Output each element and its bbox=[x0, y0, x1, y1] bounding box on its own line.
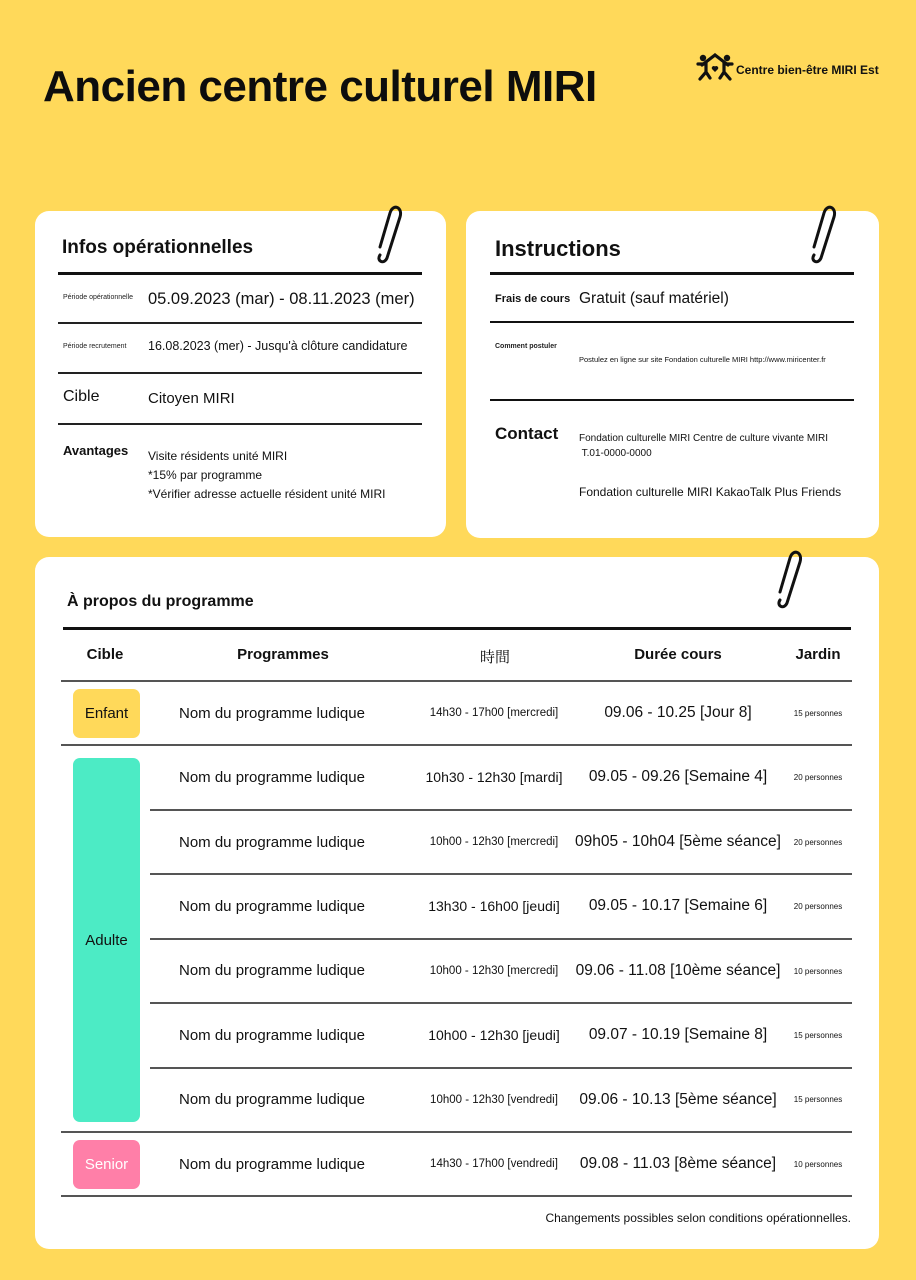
paperclip-icon bbox=[772, 548, 806, 610]
how-to-apply-value[interactable]: Postulez en ligne sur site Fondation culturelle MIRI http://www.miricenter.fr bbox=[579, 355, 826, 364]
title-divider bbox=[490, 272, 854, 275]
program-time: 10h30 - 12h30 [mardi] bbox=[425, 769, 563, 785]
program-duration: 09.06 - 10.25 [Jour 8] bbox=[604, 704, 752, 721]
operating-period-value: 05.09.2023 (mar) - 08.11.2023 (mer) bbox=[148, 290, 415, 308]
benefits-line-3: *Vérifier adresse actuelle résident unité MIRI bbox=[148, 487, 386, 501]
contact-label: Contact bbox=[495, 424, 559, 443]
paperclip-icon bbox=[806, 203, 840, 265]
program-name[interactable]: Nom du programme ludique bbox=[179, 1091, 365, 1108]
recruitment-period-value: 16.08.2023 (mer) - Jusqu'à clôture candidature bbox=[148, 339, 408, 353]
row-divider bbox=[150, 1002, 852, 1004]
title-divider bbox=[63, 627, 851, 630]
col-header-duration: Durée cours bbox=[634, 646, 722, 663]
program-name[interactable]: Nom du programme ludique bbox=[179, 1156, 365, 1173]
badge-enfant bbox=[73, 689, 140, 738]
row-divider bbox=[61, 1131, 852, 1133]
program-time: 14h30 - 17h00 [vendredi] bbox=[430, 1158, 558, 1170]
program-duration: 09.06 - 10.13 [5ème séance] bbox=[579, 1091, 777, 1108]
program-capacity: 10 personnes bbox=[793, 967, 843, 976]
row-divider bbox=[150, 809, 852, 811]
footnote: Changements possibles selon conditions opérationnelles. bbox=[545, 1211, 851, 1225]
recruitment-period-label: Période recrutement bbox=[63, 343, 127, 350]
program-time: 10h00 - 12h30 [vendredi] bbox=[430, 1094, 558, 1106]
row-divider bbox=[61, 1195, 852, 1197]
row-divider bbox=[490, 399, 854, 401]
program-duration: 09.07 - 10.19 [Semaine 8] bbox=[588, 1026, 768, 1043]
benefits-label: Avantages bbox=[63, 443, 129, 458]
program-name[interactable]: Nom du programme ludique bbox=[179, 1027, 365, 1044]
program-time: 10h00 - 12h30 [jeudi] bbox=[428, 1027, 560, 1043]
program-title: À propos du programme bbox=[67, 593, 254, 610]
brand bbox=[696, 52, 879, 87]
program-name[interactable]: Nom du programme ludique bbox=[179, 705, 365, 722]
program-time: 14h30 - 17h00 [mercredi] bbox=[429, 707, 559, 719]
program-capacity: 10 personnes bbox=[793, 1160, 843, 1169]
target-value: Citoyen MIRI bbox=[148, 390, 235, 407]
program-capacity: 15 personnes bbox=[793, 1095, 843, 1104]
badge-adulte bbox=[73, 758, 140, 1122]
page-title: Ancien centre culturel MIRI bbox=[43, 62, 597, 111]
operational-info-title: Infos opérationnelles bbox=[62, 237, 254, 258]
program-name[interactable]: Nom du programme ludique bbox=[179, 898, 365, 915]
col-header-time: 時間 bbox=[479, 649, 510, 666]
program-duration: 09.08 - 11.03 [8ème séance] bbox=[579, 1155, 777, 1172]
brand-label: Centre bien-être MIRI Est bbox=[736, 62, 879, 77]
badge-enfant-label: Enfant bbox=[84, 705, 129, 722]
contact-kakaotalk[interactable]: Fondation culturelle MIRI KakaoTalk Plus Friends bbox=[579, 485, 842, 499]
row-divider bbox=[490, 321, 854, 323]
row-divider bbox=[150, 1067, 852, 1069]
program-duration: 09.05 - 10.17 [Semaine 6] bbox=[588, 897, 768, 914]
program-capacity: 20 personnes bbox=[793, 902, 843, 911]
title-divider bbox=[58, 272, 422, 275]
col-header-target: Cible bbox=[86, 646, 124, 663]
program-name[interactable]: Nom du programme ludique bbox=[179, 769, 365, 786]
row-divider bbox=[150, 938, 852, 940]
benefits-line-1: Visite résidents unité MIRI bbox=[148, 449, 288, 463]
badge-senior-label: Senior bbox=[84, 1156, 129, 1173]
program-time: 10h00 - 12h30 [mercredi] bbox=[429, 965, 559, 977]
badge-adulte-label: Adulte bbox=[85, 931, 128, 949]
operating-period-label: Période opérationnelle bbox=[63, 294, 134, 301]
program-time: 13h30 - 16h00 [jeudi] bbox=[428, 898, 560, 914]
badge-senior bbox=[73, 1140, 140, 1189]
row-divider bbox=[58, 372, 422, 374]
benefits-line-2: *15% par programme bbox=[148, 468, 263, 482]
instructions-title: Instructions bbox=[495, 236, 621, 261]
row-divider bbox=[150, 873, 852, 875]
header-divider bbox=[61, 680, 852, 682]
row-divider bbox=[58, 322, 422, 324]
col-header-capacity: Jardin bbox=[795, 646, 841, 663]
contact-phone[interactable]: T.01-0000-0000 bbox=[579, 448, 652, 459]
program-duration: 09.05 - 09.26 [Semaine 4] bbox=[588, 768, 768, 785]
program-name[interactable]: Nom du programme ludique bbox=[179, 962, 365, 979]
paperclip-icon bbox=[372, 203, 406, 265]
col-header-programs: Programmes bbox=[237, 646, 329, 663]
how-to-apply-label: Comment postuler bbox=[495, 343, 557, 350]
house-people-icon bbox=[696, 52, 734, 87]
program-capacity: 15 personnes bbox=[793, 1031, 843, 1040]
course-fee-value: Gratuit (sauf matériel) bbox=[579, 290, 729, 307]
program-capacity: 15 personnes bbox=[793, 709, 843, 718]
program-name[interactable]: Nom du programme ludique bbox=[179, 834, 365, 851]
program-duration: 09h05 - 10h04 [5ème séance] bbox=[575, 833, 781, 850]
program-capacity: 20 personnes bbox=[793, 773, 843, 782]
program-duration: 09.06 - 11.08 [10ème séance] bbox=[575, 962, 781, 979]
program-time: 10h00 - 12h30 [mercredi] bbox=[429, 836, 559, 848]
course-fee-label: Frais de cours bbox=[495, 293, 571, 305]
program-capacity: 20 personnes bbox=[793, 838, 843, 847]
row-divider bbox=[61, 744, 852, 746]
contact-line-1: Fondation culturelle MIRI Centre de culture vivante MIRI bbox=[579, 433, 828, 444]
row-divider bbox=[58, 423, 422, 425]
target-label: Cible bbox=[63, 388, 100, 405]
